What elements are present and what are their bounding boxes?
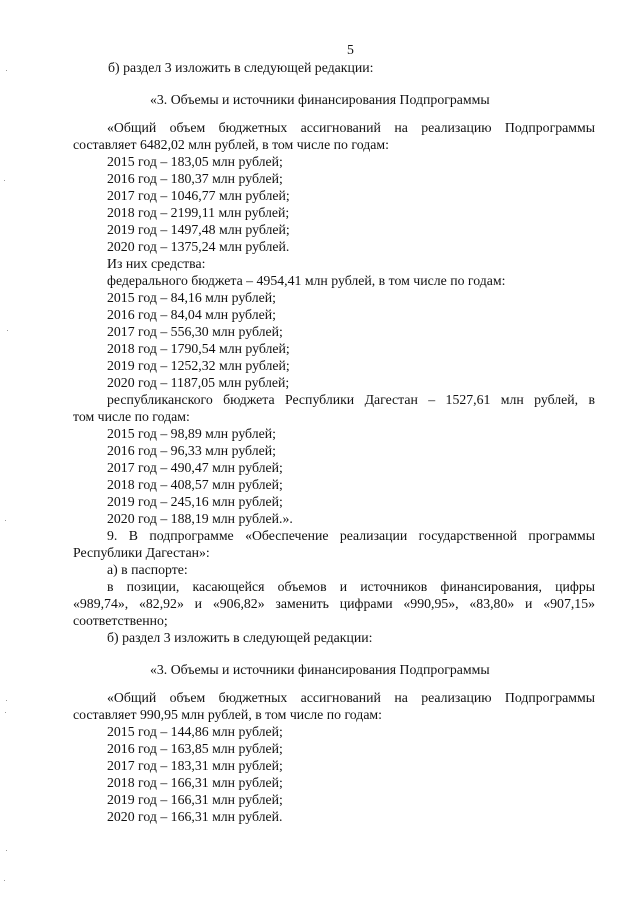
scan-speck [6, 850, 7, 851]
doc-line: 2020 год – 188,19 млн рублей.». [107, 511, 293, 526]
doc-line: составляет 6482,02 млн рублей, в том числе по годам: [73, 137, 389, 152]
doc-line: 2020 год – 1187,05 млн рублей; [107, 375, 290, 390]
doc-line: 2019 год – 166,31 млн рублей; [107, 792, 283, 807]
doc-line: в позиции, касающейся объемов и источников финансирования, цифры [107, 579, 595, 594]
scan-speck [7, 330, 8, 331]
doc-line: 2015 год – 84,16 млн рублей; [107, 290, 276, 305]
doc-line: 2019 год – 1252,32 млн рублей; [107, 358, 290, 373]
doc-line: 2017 год – 183,31 млн рублей; [107, 758, 283, 773]
doc-line: 2018 год – 1790,54 млн рублей; [107, 341, 290, 356]
doc-line: 2016 год – 84,04 млн рублей; [107, 307, 276, 322]
doc-line: составляет 990,95 млн рублей, в том числе по годам: [73, 707, 383, 722]
doc-line: федерального бюджета – 4954,41 млн рублей, в том числе по годам: [107, 273, 506, 288]
section-heading: «3. Объемы и источники финансирования Подпрограммы [150, 662, 490, 677]
section-heading: «3. Объемы и источники финансирования Подпрограммы [150, 92, 490, 107]
doc-line: б) раздел 3 изложить в следующей редакции: [107, 630, 373, 645]
doc-line: республиканского бюджета Республики Дагестан – 1527,61 млн рублей, в [107, 392, 595, 407]
scan-speck [5, 712, 6, 713]
scan-speck [6, 700, 7, 701]
doc-line: 2015 год – 183,05 млн рублей; [107, 154, 283, 169]
doc-line: б) раздел 3 изложить в следующей редакции: [108, 60, 374, 75]
doc-line: 9. В подпрограмме «Обеспечение реализации государственной программы [107, 528, 595, 543]
doc-line: 2018 год – 2199,11 млн рублей; [107, 205, 290, 220]
doc-line: «Общий объем бюджетных ассигнований на реализацию Подпрограммы [107, 120, 595, 135]
doc-line: «989,74», «82,92» и «906,82» заменить цифрами «990,95», «83,80» и «907,15» [73, 596, 595, 611]
doc-line: 2018 год – 166,31 млн рублей; [107, 775, 283, 790]
doc-line: 2016 год – 180,37 млн рублей; [107, 171, 283, 186]
doc-line: соответственно; [73, 613, 168, 628]
doc-line: 2016 год – 96,33 млн рублей; [107, 443, 276, 458]
doc-line: 2016 год – 163,85 млн рублей; [107, 741, 283, 756]
doc-line: 2017 год – 556,30 млн рублей; [107, 324, 283, 339]
doc-line: 2020 год – 166,31 млн рублей. [107, 809, 283, 824]
doc-line: 2015 год – 98,89 млн рублей; [107, 426, 276, 441]
doc-line: 2019 год – 1497,48 млн рублей; [107, 222, 290, 237]
doc-line: а) в паспорте: [107, 562, 188, 577]
doc-line: 2015 год – 144,86 млн рублей; [107, 724, 283, 739]
scan-speck [6, 70, 7, 71]
doc-line: том числе по годам: [73, 409, 190, 424]
doc-line: 2019 год – 245,16 млн рублей; [107, 494, 283, 509]
scan-speck [5, 520, 6, 521]
doc-line: 2020 год – 1375,24 млн рублей. [107, 239, 290, 254]
doc-line: «Общий объем бюджетных ассигнований на реализацию Подпрограммы [107, 690, 595, 705]
scan-speck [4, 180, 5, 181]
doc-line: Республики Дагестан»: [73, 545, 210, 560]
page-number: 5 [347, 42, 354, 57]
doc-line: Из них средства: [107, 256, 206, 271]
scan-speck [4, 880, 5, 881]
doc-line: 2017 год – 1046,77 млн рублей; [107, 188, 290, 203]
doc-line: 2017 год – 490,47 млн рублей; [107, 460, 283, 475]
doc-line: 2018 год – 408,57 млн рублей; [107, 477, 283, 492]
